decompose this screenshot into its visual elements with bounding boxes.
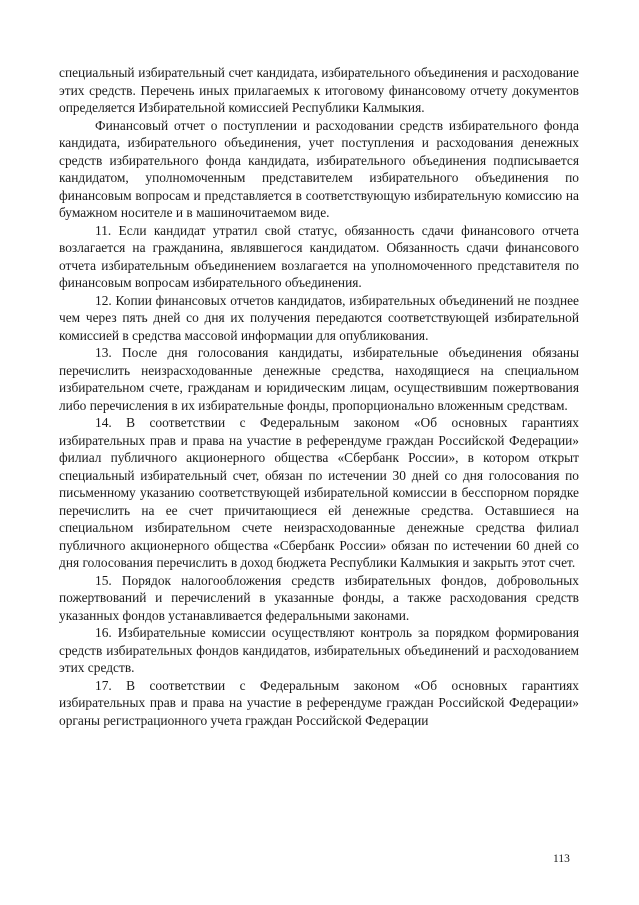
paragraph-financial-report: Финансовый отчет о поступлении и расходовании средств избирательного фонда кандидата, избирательного объединения, учет поступления и расходования денежных средств избирательного фонда кандидата, избирательного объединения подписывается кандидатом, уполномоченным представителем избирательного объединения по финансовым вопросам и представляется в соответствующую избирательную комиссию на бумажном носителе и в машиночитаемом виде. [59, 117, 579, 220]
paragraph-item-14: 14. В соответствии с Федеральным законом «Об основных гарантиях избирательных прав и права на участие в референдуме граждан Российской Федерации» филиал публичного акционерного общества «Сбербанк России», в котором открыт специальный избирательный счет, обязан по истечении 30 дней со дня голосования по письменному указанию соответствующей избирательной комиссии в бесспорном порядке перечислить на ее счет причитающиеся ей денежные средства. Оставшиеся на специальном избирательном счете неизрасходованные денежные средства филиал публичного акционерного общества «Сбербанк России» обязан по истечении 60 дней со дня голосования перечислить в доход бюджета Республики Калмыкия и закрыть этот счет. [59, 415, 579, 570]
paragraph-item-12: 12. Копии финансовых отчетов кандидатов, избирательных объединений не позднее чем через пять дней со дня их получения передаются соответствующей избирательной комиссией в средства массовой информации для опубликования. [59, 292, 579, 343]
paragraph-item-13: 13. После дня голосования кандидаты, избирательные объединения обязаны перечислить неизрасходованные денежные средства, находящиеся на специальном избирательном счете, гражданам и юридическим лицам, осуществившим пожертвования либо перечисления в их избирательные фонды, пропорционально вложенным средствам. [59, 345, 579, 413]
paragraph-item-11: 11. Если кандидат утратил свой статус, обязанность сдачи финансового отчета возлагается на гражданина, являвшегося кандидатом. Обязанность сдачи финансового отчета избирательным объединением возлагается на уполномоченного представителя по финансовым вопросам избирательного объединения. [59, 222, 579, 290]
body-text [59, 64, 579, 729]
paragraph-item-17: 17. В соответствии с Федеральным законом «Об основных гарантиях избирательных прав и права на участие в референдуме граждан Российской Федерации» органы регистрационного учета граждан Российской Федерации [59, 677, 579, 728]
page-number: 113 [553, 853, 570, 865]
paragraph-item-15: 15. Порядок налогообложения средств избирательных фондов, добровольных пожертвований и перечислений в указанные фонды, а также расходования средств указанных фондов устанавливается федеральными законами. [59, 572, 579, 623]
paragraph-item-16: 16. Избирательные комиссии осуществляют контроль за порядком формирования средств избирательных фондов кандидатов, избирательных объединений и расходованием этих средств. [59, 625, 579, 675]
paragraph-continuation: специальный избирательный счет кандидата, избирательного объединения и расходование этих средств. Перечень иных прилагаемых к итоговому финансовому отчету документов определяется Избирательной комиссией Республики Калмыкия. [59, 65, 579, 115]
